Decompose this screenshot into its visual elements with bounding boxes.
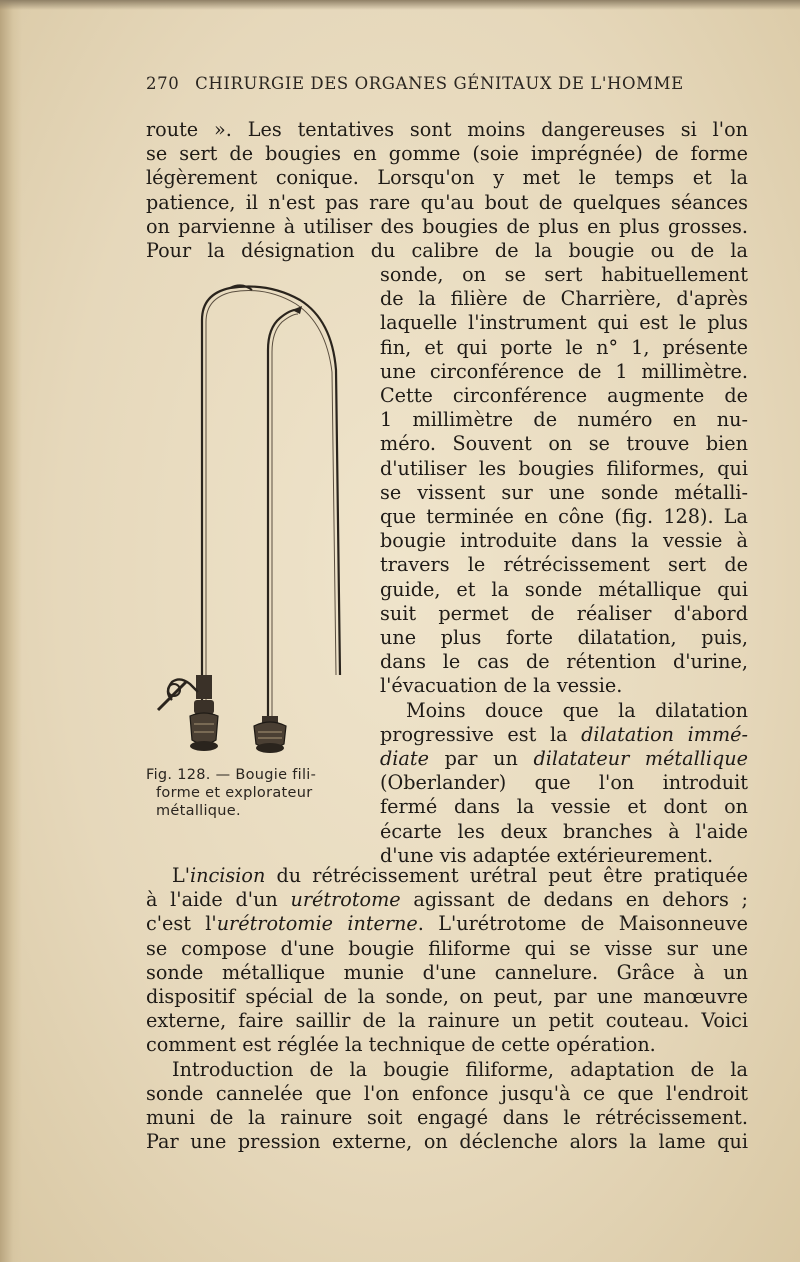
text-line: (Oberlander) que l'on introduit [380, 771, 748, 795]
text-line [380, 723, 748, 747]
text-line: on parvienne à utiliser des bougies de plus en plus grosses. [146, 214, 748, 238]
italic-term: dilatateur métallique [533, 747, 748, 771]
text-line: écarte les deux branches à l'aide [380, 819, 748, 843]
text-line: dispositif spécial de la sonde, on peut, par une manœuvre [146, 985, 748, 1009]
text-line: méro. Souvent on se trouve bien [380, 432, 748, 456]
text-line: une circonférence de 1 millimètre. [380, 359, 748, 383]
text-line: Par une pression externe, on déclenche alors la lame qui [146, 1130, 748, 1154]
italic-term: urétrotomie interne [216, 912, 418, 936]
text-line: fin, et qui porte le n° 1, présente [380, 335, 748, 359]
text-line [146, 864, 748, 888]
text-run: c'est l' [146, 912, 217, 936]
text-line: travers le rétrécissement sert de [380, 553, 748, 577]
figure-caption [146, 766, 356, 820]
text-line: fermé dans la vessie et dont on [380, 795, 748, 819]
text-line [146, 888, 748, 912]
text-line: sonde métallique munie d'une cannelure. Grâce à un [146, 960, 748, 984]
text-line: se compose d'une bougie filiforme qui se visse sur une [146, 936, 748, 960]
text-line: sonde cannelée que l'on enfonce jusqu'à ce que l'endroit [146, 1081, 748, 1105]
text-line [380, 747, 748, 771]
text-run: Moins douce que la dilatation [406, 698, 748, 722]
text-line: d'utiliser les bougies filiformes, qui [380, 456, 748, 480]
text-line: se vissent sur une sonde métalli- [380, 480, 748, 504]
caption-line: métallique. [156, 803, 241, 819]
text-line: bougie introduite dans la vessie à [380, 529, 748, 553]
text-line: une plus forte dilatation, puis, [380, 626, 748, 650]
text-line [146, 912, 748, 936]
italic-term: incision [190, 864, 266, 887]
text-run: . L'urétrotome de Maisonneuve [417, 912, 748, 936]
text-line: l'évacuation de la vessie. [380, 674, 623, 698]
text-line: comment est réglée la technique de cette opération. [146, 1033, 656, 1057]
text-line: d'une vis adaptée extérieurement. [380, 843, 714, 867]
running-header [146, 74, 746, 93]
text-line: Pour la désignation du calibre de la bougie ou de la [146, 239, 748, 263]
text-line [380, 699, 748, 723]
caption-line: Fig. 128. — Bougie fili- [146, 767, 317, 783]
text-line: muni de la rainure soit engagé dans le rétrécissement. [146, 1106, 748, 1130]
italic-term: diate [380, 747, 429, 771]
text-run: agissant de dedans en dehors ; [400, 888, 748, 912]
italic-term: dilatation immé- [581, 722, 748, 746]
text-run: par un [428, 747, 534, 771]
text-line: 1 millimètre de numéro en nu- [380, 408, 748, 432]
text-line: sonde, on se sert habituellement [380, 263, 748, 286]
bougie-filiforme-explorateur-illustration [150, 280, 360, 760]
text-run: progressive est la [380, 722, 582, 746]
text-line: guide, et la sonde métallique qui [380, 577, 748, 601]
right-column-text [380, 263, 748, 868]
text-line: patience, il n'est pas rare qu'au bout de quelques séances [146, 190, 748, 214]
text-run: du rétrécissement urétral peut être pratiquée [265, 864, 748, 887]
text-run: à l'aide d'un [146, 888, 291, 912]
text-line: laquelle l'instrument qui est le plus [380, 311, 748, 335]
top-paragraph [146, 118, 748, 263]
text-run: L' [172, 864, 191, 887]
page-number: 270 [146, 74, 180, 93]
text-line: Introduction de la bougie filiforme, adaptation de la [172, 1057, 748, 1081]
text-line: dans le cas de rétention d'urine, [380, 650, 748, 674]
text-line: route ». Les tentatives sont moins dangereuses si l'on [146, 118, 748, 141]
caption-line: forme et explorateur [156, 785, 313, 801]
text-line: externe, faire saillir de la rainure un petit couteau. Voici [146, 1009, 748, 1033]
text-line: que terminée en cône (fig. 128). La [380, 505, 748, 529]
text-line: légèrement conique. Lorsqu'on y met le temps et la [146, 166, 748, 190]
text-line: se sert de bougies en gomme (soie imprégnée) de forme [146, 142, 748, 166]
running-title: CHIRURGIE DES ORGANES GÉNITAUX DE L'HOMME [195, 74, 684, 93]
italic-term: urétrotome [290, 888, 401, 912]
text-line: de la filière de Charrière, d'après [380, 287, 748, 311]
bottom-paragraphs [146, 864, 748, 1154]
text-line: suit permet de réaliser d'abord [380, 601, 748, 625]
text-line: Cette circonférence augmente de [380, 384, 748, 408]
